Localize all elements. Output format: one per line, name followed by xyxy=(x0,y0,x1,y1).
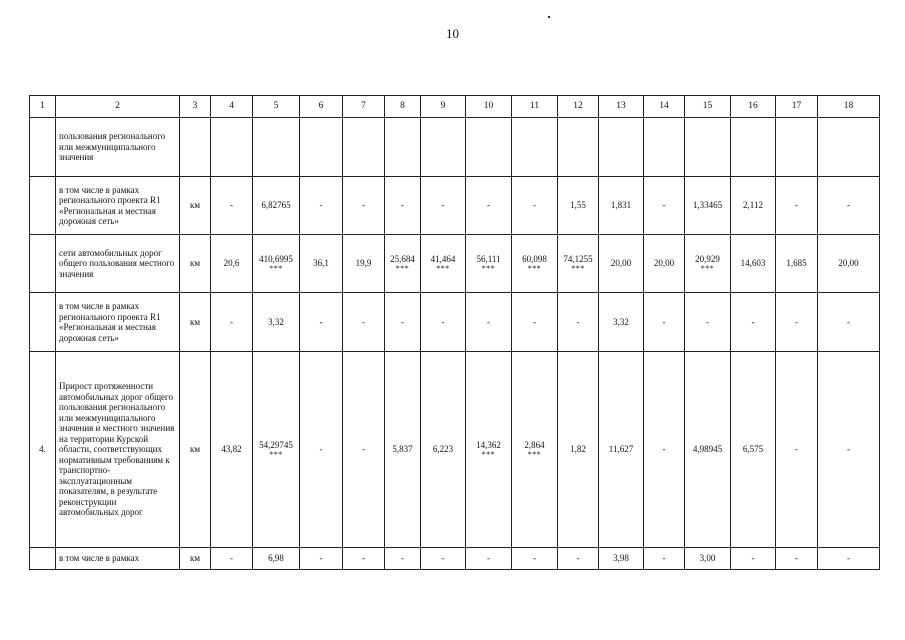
table-row xyxy=(30,235,880,293)
footnote-marker: *** xyxy=(571,263,585,273)
cell-value: - xyxy=(230,316,233,327)
header-cell-18: 18 xyxy=(818,96,880,118)
cell-value: 3,32 xyxy=(268,316,284,327)
value-cell xyxy=(644,235,685,293)
value-cell xyxy=(644,118,685,177)
value-cell xyxy=(599,293,644,352)
cell-value: - xyxy=(795,444,798,455)
footnote-marker: *** xyxy=(700,263,715,273)
value-cell xyxy=(818,352,880,548)
header-cell-1: 1 xyxy=(30,96,56,118)
cell-value: км xyxy=(189,553,201,564)
value-cell xyxy=(300,352,343,548)
value-cell xyxy=(818,293,880,352)
value-cell xyxy=(512,118,558,177)
value-cell xyxy=(685,118,731,177)
value-cell xyxy=(211,293,253,352)
cell-value: 4,98945 xyxy=(692,444,723,455)
value-cell xyxy=(211,352,253,548)
cell-value: 5,837 xyxy=(392,444,413,455)
value-cell xyxy=(180,352,211,548)
cell-value: 6,98 xyxy=(268,553,284,564)
header-cell-17: 17 xyxy=(776,96,818,118)
indicator-name: в том числе в рамках регионального проекта R1 «Региональная и местная дорожная сеть» xyxy=(56,177,180,235)
cell-value: - xyxy=(662,444,666,455)
value-cell xyxy=(776,352,818,548)
value-cell xyxy=(466,352,512,548)
cell-value: - xyxy=(751,316,755,327)
scan-speck xyxy=(548,16,550,18)
footnote-marker: *** xyxy=(269,263,283,273)
cell-value: - xyxy=(795,200,798,211)
cell-value: - xyxy=(533,200,536,211)
cell-value: 43,82 xyxy=(221,444,242,455)
value-cell xyxy=(776,548,818,570)
value-cell xyxy=(300,177,343,235)
cell-value: - xyxy=(847,444,850,455)
value-cell xyxy=(731,293,776,352)
cell-value: - xyxy=(319,200,323,211)
header-cell-16: 16 xyxy=(731,96,776,118)
table-row xyxy=(30,177,880,235)
footnote-marker: *** xyxy=(527,449,542,459)
indicator-name: в том числе в рамках регионального проекта R1 «Региональная и местная дорожная сеть» xyxy=(56,293,180,352)
footnote-marker: *** xyxy=(269,449,283,459)
cell-value: 20,00 xyxy=(838,258,859,269)
value-cell xyxy=(558,293,599,352)
cell-value: км xyxy=(189,258,201,269)
value-cell xyxy=(385,118,421,177)
value-cell xyxy=(343,548,385,570)
footnote-marker: *** xyxy=(395,263,410,273)
value-cell xyxy=(558,352,599,548)
row-number xyxy=(30,177,56,235)
value-cell xyxy=(421,177,466,235)
cell-value: 20,00 xyxy=(610,258,632,269)
cell-value: - xyxy=(319,444,323,455)
value-cell xyxy=(421,352,466,548)
header-cell-8: 8 xyxy=(385,96,421,118)
header-cell-14: 14 xyxy=(644,96,685,118)
value-cell xyxy=(644,352,685,548)
cell-value: 36,1 xyxy=(313,258,329,269)
value-cell xyxy=(731,177,776,235)
value-cell xyxy=(731,548,776,570)
value-cell xyxy=(421,118,466,177)
cell-value: 1,55 xyxy=(570,200,586,211)
value-cell xyxy=(599,548,644,570)
cell-value: - xyxy=(662,553,666,564)
cell-value: - xyxy=(319,553,323,564)
row-number xyxy=(30,548,56,570)
cell-value: - xyxy=(487,553,490,564)
cell-value: 14,362 xyxy=(476,440,501,451)
value-cell xyxy=(211,548,253,570)
value-cell xyxy=(385,293,421,352)
value-cell xyxy=(385,352,421,548)
cell-value: - xyxy=(847,200,850,211)
value-cell xyxy=(180,235,211,293)
value-cell xyxy=(685,293,731,352)
header-cell-9: 9 xyxy=(421,96,466,118)
header-cell-6: 6 xyxy=(300,96,343,118)
cell-value: - xyxy=(362,444,365,455)
cell-value: - xyxy=(533,553,536,564)
value-cell xyxy=(512,548,558,570)
value-cell xyxy=(599,118,644,177)
cell-value: км xyxy=(189,444,201,455)
value-cell xyxy=(599,177,644,235)
value-cell xyxy=(385,235,421,293)
value-cell xyxy=(512,293,558,352)
cell-value: - xyxy=(751,553,755,564)
value-cell xyxy=(466,548,512,570)
value-cell xyxy=(180,293,211,352)
value-cell xyxy=(685,352,731,548)
cell-value: 6,223 xyxy=(432,444,454,455)
cell-value: 20,00 xyxy=(653,258,675,269)
value-cell xyxy=(685,177,731,235)
value-cell xyxy=(300,118,343,177)
table-row xyxy=(30,293,880,352)
cell-value: - xyxy=(706,316,709,327)
value-cell xyxy=(343,177,385,235)
cell-value: 20,929 xyxy=(695,254,720,265)
cell-value: км xyxy=(189,316,201,327)
cell-value: - xyxy=(401,316,404,327)
value-cell xyxy=(253,177,300,235)
value-cell xyxy=(180,177,211,235)
header-cell-10: 10 xyxy=(466,96,512,118)
value-cell xyxy=(180,548,211,570)
cell-value: 3,32 xyxy=(613,316,629,327)
cell-value: 74,1255 xyxy=(563,254,593,265)
cell-value: 1,82 xyxy=(570,444,586,455)
cell-value: - xyxy=(441,200,445,211)
cell-value: - xyxy=(533,316,536,327)
value-cell xyxy=(343,293,385,352)
table-row xyxy=(30,118,880,177)
table-row xyxy=(30,548,880,570)
indicator-name: Прирост протяженности автомобильных дорог общего пользования регионального или межмуниципального значения и местного значения на территории Курской области, соответствующих нормативным требованиям к транспортно-эксплуатационным показателям, в результате реконструкции автомобильных дорог xyxy=(56,352,180,548)
footnote-marker: *** xyxy=(481,449,496,459)
value-cell xyxy=(466,293,512,352)
cell-value: - xyxy=(401,200,404,211)
table-header-row xyxy=(30,96,880,118)
header-cell-11: 11 xyxy=(512,96,558,118)
cell-value: 2,864 xyxy=(524,440,545,451)
cell-value: 19,9 xyxy=(355,258,372,269)
value-cell xyxy=(818,118,880,177)
value-cell xyxy=(512,177,558,235)
cell-value: - xyxy=(847,316,850,327)
cell-value: - xyxy=(662,316,666,327)
value-cell xyxy=(466,118,512,177)
value-cell xyxy=(644,177,685,235)
value-cell xyxy=(731,235,776,293)
cell-value: - xyxy=(847,553,850,564)
cell-value: - xyxy=(795,316,798,327)
value-cell xyxy=(818,548,880,570)
value-cell xyxy=(776,293,818,352)
cell-value: 60,098 xyxy=(522,254,547,265)
value-cell xyxy=(558,118,599,177)
cell-value: 6,82765 xyxy=(261,200,291,211)
cell-value: - xyxy=(576,553,580,564)
header-cell-15: 15 xyxy=(685,96,731,118)
value-cell xyxy=(211,177,253,235)
cell-value: - xyxy=(362,200,365,211)
row-number xyxy=(30,118,56,177)
header-cell-2: 2 xyxy=(56,96,180,118)
value-cell xyxy=(211,118,253,177)
indicators-table xyxy=(29,95,880,570)
value-cell xyxy=(343,352,385,548)
cell-value: - xyxy=(662,200,666,211)
footnote-marker: *** xyxy=(527,263,542,273)
cell-value: км xyxy=(189,200,201,211)
value-cell xyxy=(253,548,300,570)
value-cell xyxy=(644,548,685,570)
header-cell-3: 3 xyxy=(180,96,211,118)
cell-value: 410,6995 xyxy=(259,254,293,265)
value-cell xyxy=(421,548,466,570)
value-cell xyxy=(776,177,818,235)
cell-value: 11,627 xyxy=(608,444,634,455)
cell-value: 2,112 xyxy=(743,200,763,211)
value-cell xyxy=(466,235,512,293)
cell-value: - xyxy=(795,553,798,564)
value-cell xyxy=(818,235,880,293)
value-cell xyxy=(599,352,644,548)
cell-value: 1,831 xyxy=(610,200,632,211)
indicator-name: в том числе в рамках xyxy=(56,548,180,570)
cell-value: 14,603 xyxy=(740,258,766,269)
cell-value: - xyxy=(362,553,365,564)
cell-value: - xyxy=(230,553,233,564)
value-cell xyxy=(385,548,421,570)
cell-value: 41,464 xyxy=(430,254,456,265)
value-cell xyxy=(685,235,731,293)
value-cell xyxy=(385,177,421,235)
header-cell-12: 12 xyxy=(558,96,599,118)
value-cell xyxy=(421,235,466,293)
value-cell xyxy=(731,118,776,177)
value-cell xyxy=(558,548,599,570)
value-cell xyxy=(558,177,599,235)
value-cell xyxy=(300,235,343,293)
value-cell xyxy=(300,293,343,352)
value-cell xyxy=(685,548,731,570)
header-cell-7: 7 xyxy=(343,96,385,118)
value-cell xyxy=(818,177,880,235)
cell-value: - xyxy=(487,316,490,327)
cell-value: - xyxy=(576,316,580,327)
value-cell xyxy=(253,235,300,293)
value-cell xyxy=(599,235,644,293)
indicator-name: пользования регионального или межмуниципального значения xyxy=(56,118,180,177)
value-cell xyxy=(253,118,300,177)
table-row xyxy=(30,352,880,548)
cell-value: 56,111 xyxy=(476,254,501,265)
header-cell-13: 13 xyxy=(599,96,644,118)
value-cell xyxy=(253,293,300,352)
value-cell xyxy=(211,235,253,293)
cell-value: 25,684 xyxy=(390,254,415,265)
header-cell-5: 5 xyxy=(253,96,300,118)
row-number xyxy=(30,235,56,293)
cell-value: - xyxy=(441,553,445,564)
cell-value: - xyxy=(487,200,490,211)
value-cell xyxy=(558,235,599,293)
value-cell xyxy=(512,235,558,293)
page-number: 10 xyxy=(446,26,459,41)
value-cell xyxy=(466,177,512,235)
cell-value: 54,29745 xyxy=(259,440,293,451)
value-cell xyxy=(300,548,343,570)
cell-value: - xyxy=(362,316,365,327)
value-cell xyxy=(421,293,466,352)
cell-value: - xyxy=(401,553,404,564)
cell-value: 6,575 xyxy=(742,444,764,455)
cell-value: - xyxy=(230,200,233,211)
footnote-marker: *** xyxy=(481,263,496,273)
cell-value: 20,6 xyxy=(223,258,240,269)
cell-value: 1,33465 xyxy=(692,200,723,211)
indicator-name: сети автомобильных дорог общего пользования местного значения xyxy=(56,235,180,293)
cell-value: 3,98 xyxy=(613,553,629,564)
value-cell xyxy=(512,352,558,548)
value-cell xyxy=(343,235,385,293)
row-number xyxy=(30,293,56,352)
value-cell xyxy=(644,293,685,352)
cell-value: - xyxy=(441,316,445,327)
value-cell xyxy=(731,352,776,548)
row-number: 4. xyxy=(30,352,56,548)
value-cell xyxy=(253,352,300,548)
cell-value: 3,00 xyxy=(699,553,716,564)
value-cell xyxy=(343,118,385,177)
value-cell xyxy=(180,118,211,177)
header-cell-4: 4 xyxy=(211,96,253,118)
cell-value: - xyxy=(319,316,323,327)
cell-value: 1,685 xyxy=(786,258,807,269)
value-cell xyxy=(776,235,818,293)
value-cell xyxy=(776,118,818,177)
footnote-marker: *** xyxy=(436,263,450,273)
